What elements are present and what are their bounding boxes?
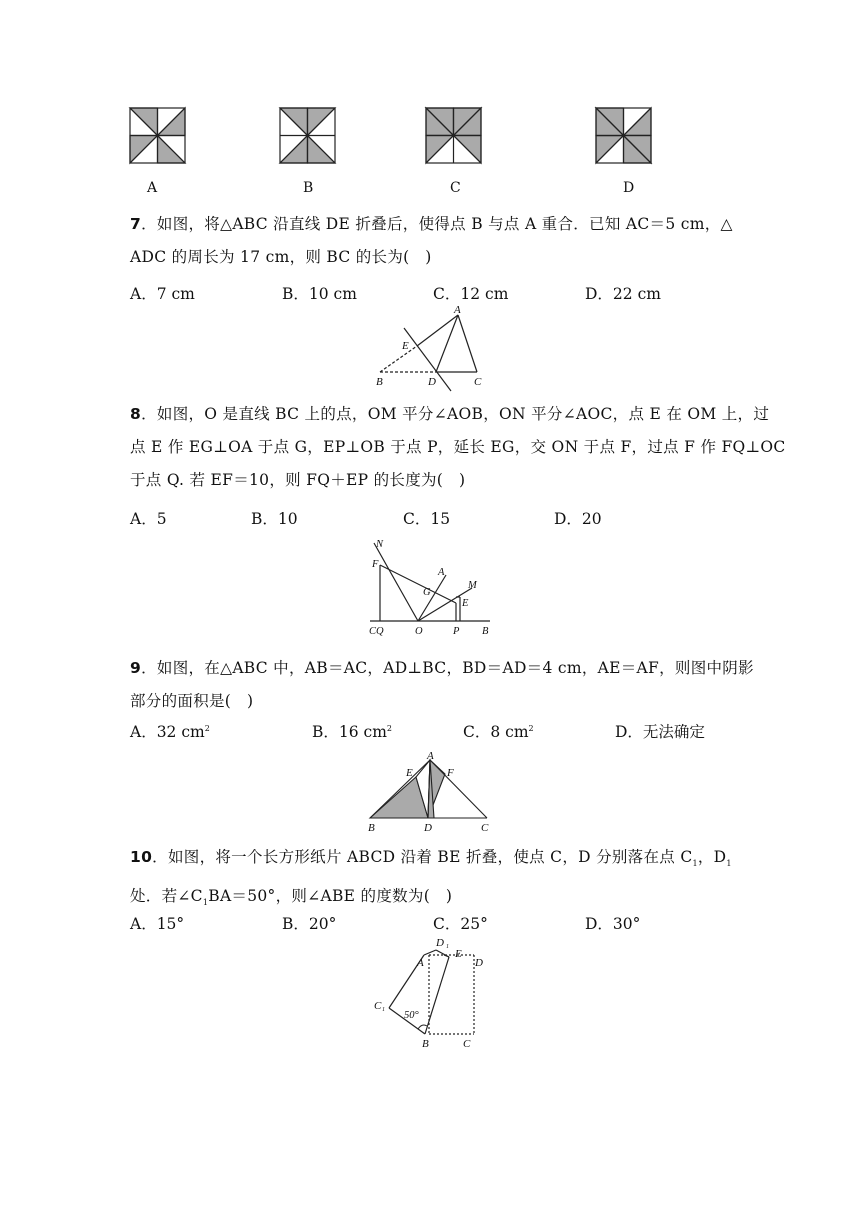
q8-option-b[interactable]: B．10 xyxy=(251,510,298,528)
q10-label-d1: D xyxy=(436,937,444,949)
q7-option-d[interactable]: D．22 cm xyxy=(585,285,661,303)
q6-label-a: A xyxy=(147,180,158,196)
q10-text: 10．如图，将一个长方形纸片 ABCD 沿着 BE 折叠，使点 C，D 分别落在点 $C_1$，$D_1$ 处．若$\angle C_1BA=50^\circ$，则∠ABE 的度数为( ) xyxy=(130,848,732,908)
q10-figure xyxy=(360,935,520,1055)
q7-figure xyxy=(360,300,510,395)
q7-label-c: C xyxy=(474,376,482,388)
q8-option-c[interactable]: C．15 xyxy=(403,510,451,528)
q7-option-a[interactable]: A．7 cm xyxy=(130,285,195,303)
q9-option-b[interactable]: B．16 $cm^2$ xyxy=(312,723,393,741)
q9-option-d[interactable]: D．无法确定 xyxy=(615,723,705,741)
q10-label-d: D xyxy=(475,957,483,969)
q8-label-a: A xyxy=(438,567,445,578)
q6-figure-b xyxy=(280,108,335,163)
q10-label-a: A xyxy=(417,957,424,969)
q10-label-e: E xyxy=(455,948,462,960)
q10-option-b[interactable]: B．20° xyxy=(282,915,337,933)
q8-option-a[interactable]: A．5 xyxy=(130,510,167,528)
q7-label-a: A xyxy=(454,304,461,316)
q6-figure-d xyxy=(596,108,651,163)
q6-figures xyxy=(0,0,860,200)
q8-label-g: G xyxy=(423,587,431,598)
q7-label-d: D xyxy=(428,376,436,388)
q8-label-b: B xyxy=(482,626,489,637)
q9-number: 9 xyxy=(130,659,142,677)
q8-label-o: O xyxy=(415,626,423,637)
q9-label-a: A xyxy=(427,750,434,762)
q7-option-c[interactable]: C．12 cm xyxy=(433,285,509,303)
q6-label-d: D xyxy=(623,180,635,196)
q9-label-e: E xyxy=(406,767,413,779)
q10-label-d1-sub: 1 xyxy=(446,944,449,950)
q8-label-m: M xyxy=(468,580,477,591)
q10-option-c[interactable]: C．25° xyxy=(433,915,488,933)
q10-label-b: B xyxy=(422,1038,429,1050)
q8-text: 8．如图，O 是直线 BC 上的点，OM 平分∠AOB，ON 平分∠AOC，点 E 在 OM 上，过 点 E 作 EG⊥OA 于点 G，EP⊥OB 于点 P，延长 EG，交 ON 于点 F，过点 F 作 FQ⊥OC 于点 Q. 若 EF＝10，则 FQ＋EP 的长度为( ) xyxy=(130,405,786,489)
q9-figure xyxy=(360,748,510,838)
q8-label-p: P xyxy=(453,626,460,637)
q7-text: 7．如图，将△ABC 沿直线 DE 折叠后，使得点 B 与点 A 重合．已知 AC＝5 cm，△ ADC 的周长为 17 cm，则 BC 的长为( ) xyxy=(130,215,733,266)
q7-option-b[interactable]: B．10 cm xyxy=(282,285,357,303)
q9-label-c: C xyxy=(481,822,489,834)
q8-label-f: F xyxy=(372,559,379,570)
q9-label-d: D xyxy=(424,822,432,834)
q10-number: 10 xyxy=(130,848,153,866)
q8-label-n: N xyxy=(376,539,384,550)
q10-option-a[interactable]: A．15° xyxy=(130,915,185,933)
q8-number: 8 xyxy=(130,405,142,423)
q8-figure xyxy=(360,535,510,640)
q9-label-b: B xyxy=(368,822,375,834)
q6-label-b: B xyxy=(303,180,314,196)
q8-option-d[interactable]: D．20 xyxy=(554,510,602,528)
q10-option-d[interactable]: D．30° xyxy=(585,915,641,933)
q10-label-c: C xyxy=(463,1038,471,1050)
q8-label-cq: CQ xyxy=(369,626,384,637)
q10-label-angle: 50° xyxy=(404,1010,419,1021)
q9-option-a[interactable]: A．32 $cm^2$ xyxy=(130,723,210,741)
q9-text: 9．如图，在△ABC 中，AB＝AC，AD⊥BC，BD＝AD＝4 cm，AE＝AF，则图中阴影 部分的面积是( ) xyxy=(130,659,754,710)
q10-label-c1: C xyxy=(374,1000,382,1012)
q7-label-b: B xyxy=(376,376,383,388)
q9-option-c[interactable]: C．8 $cm^2$ xyxy=(463,723,534,741)
q9-label-f: F xyxy=(447,767,454,779)
q6-figure-c xyxy=(426,108,481,163)
q6-label-c: C xyxy=(450,180,461,196)
q10-label-c1-sub: 1 xyxy=(382,1007,385,1013)
q7-label-e: E xyxy=(402,340,409,352)
q7-number: 7 xyxy=(130,215,142,233)
q8-label-e: E xyxy=(462,598,469,609)
q6-figure-a xyxy=(130,108,185,163)
